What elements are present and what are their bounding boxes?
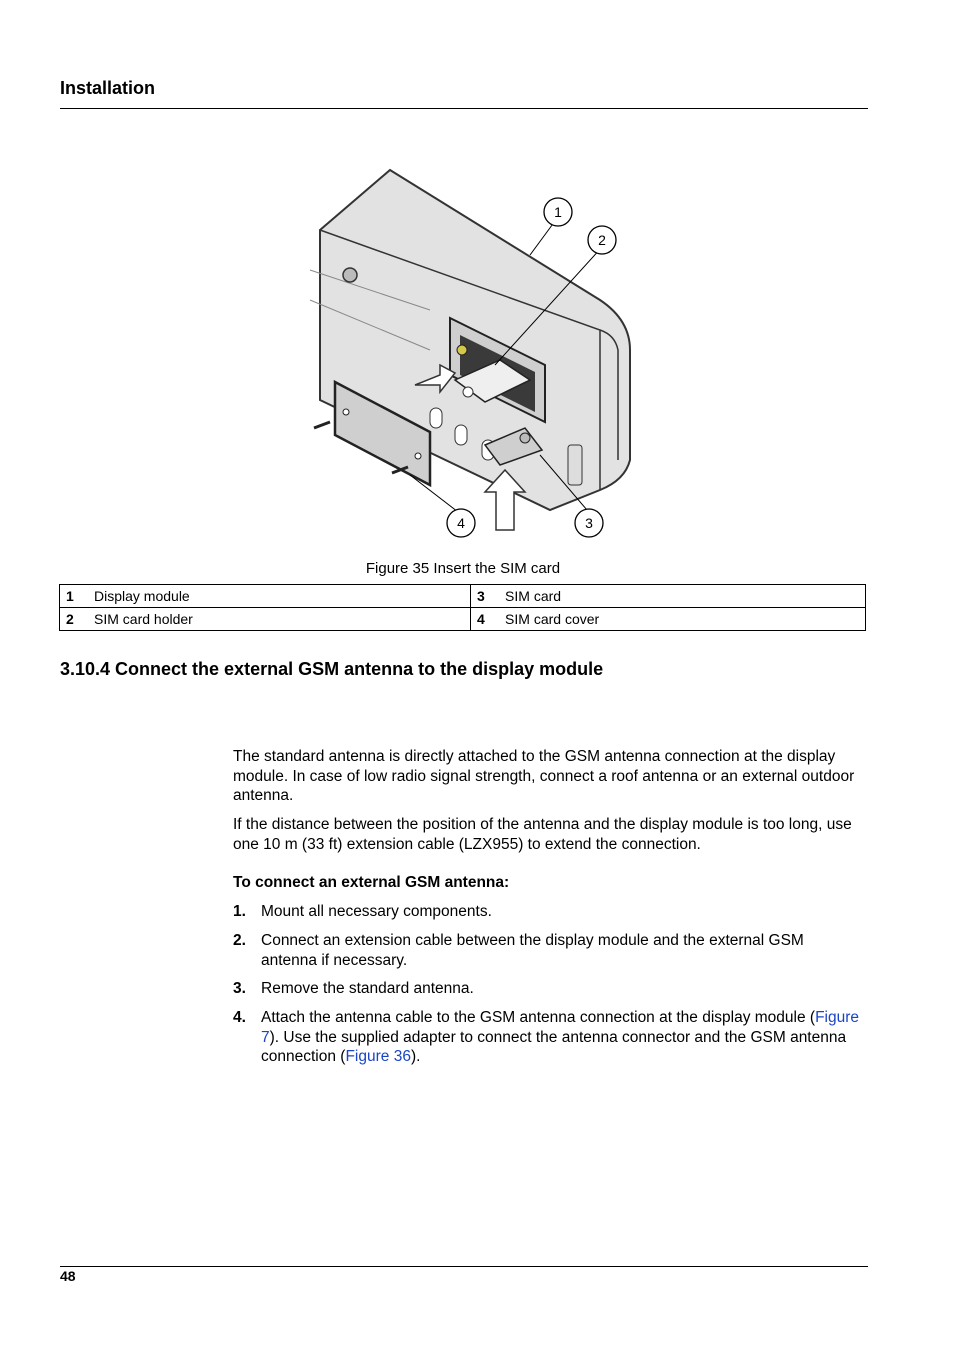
callout-label: 1 — [554, 204, 562, 220]
figure-caption: Figure 35 Insert the SIM card — [365, 560, 561, 577]
screw-hole-icon — [343, 409, 349, 415]
vent-hole — [463, 387, 473, 397]
figure-7-link[interactable]: Figure 7 — [261, 1009, 859, 1046]
legend-label: SIM card cover — [499, 608, 865, 631]
step-number: 1. — [233, 903, 246, 920]
step-text-part: ). — [410, 1048, 421, 1065]
latch — [568, 445, 582, 485]
paragraph-text: The standard antenna is directly attached to the GSM antenna connection at the display module. In case of low radio signal strength, connect a roof antenna or an external outdoor antenna. — [233, 748, 855, 804]
screw-icon — [520, 433, 530, 443]
sim-card-illustration — [300, 160, 640, 550]
step-text-part: ). Use the supplied adapter to connect the antenna connector and the GSM antenna connection ( — [261, 1028, 847, 1065]
step-text: Connect an extension cable between the display module and the external GSM antenna if necessary. — [261, 932, 804, 969]
body-paragraph — [233, 815, 863, 854]
section-header: Installation — [60, 78, 156, 98]
callout-label: 2 — [598, 232, 606, 248]
page-number: 48 — [60, 1268, 76, 1284]
legend-label: SIM card holder — [88, 608, 471, 631]
step-text: Mount all necessary components. — [261, 903, 492, 920]
figure-36-link[interactable]: Figure 36 — [345, 1048, 411, 1065]
legend-number: 2 — [60, 608, 89, 631]
legend-label: Display module — [88, 585, 471, 608]
screw-icon — [343, 268, 357, 282]
header-rule — [60, 108, 868, 109]
vent-slot — [430, 408, 442, 428]
step-number: 3. — [233, 980, 246, 997]
list-item — [233, 902, 863, 922]
section-heading: 3.10.4 Connect the external GSM antenna to the display module — [60, 659, 604, 679]
figure-legend-table — [59, 584, 866, 631]
step-text: Remove the standard antenna. — [261, 980, 474, 997]
list-item — [233, 1008, 863, 1067]
sim-card-figure — [300, 160, 640, 550]
step-text-part: Attach the antenna cable to the GSM antenna connection at the display module ( — [261, 1009, 816, 1026]
legend-label: SIM card — [499, 585, 865, 608]
table-row — [60, 585, 866, 608]
paragraph-text: If the distance between the position of the antenna and the display module is too long, use one 10 m (33 ft) extension cable (LZX955) to extend the connection. — [233, 816, 852, 853]
screw-icon — [314, 422, 330, 428]
screw-icon — [457, 345, 467, 355]
list-item — [233, 979, 863, 999]
legend-number: 1 — [60, 585, 89, 608]
step-number: 4. — [233, 1009, 246, 1026]
callout-label: 4 — [457, 515, 465, 531]
callout-label: 3 — [585, 515, 593, 531]
footer-rule — [60, 1266, 868, 1267]
callout-line — [410, 475, 462, 515]
body-paragraph — [233, 747, 863, 806]
list-item — [233, 931, 863, 970]
legend-number: 3 — [471, 585, 500, 608]
procedure-title: To connect an external GSM antenna: — [233, 874, 510, 891]
screw-hole-icon — [415, 453, 421, 459]
vent-slot — [455, 425, 467, 445]
legend-number: 4 — [471, 608, 500, 631]
step-number: 2. — [233, 932, 246, 949]
step-text — [261, 1008, 863, 1067]
table-row — [60, 608, 866, 631]
